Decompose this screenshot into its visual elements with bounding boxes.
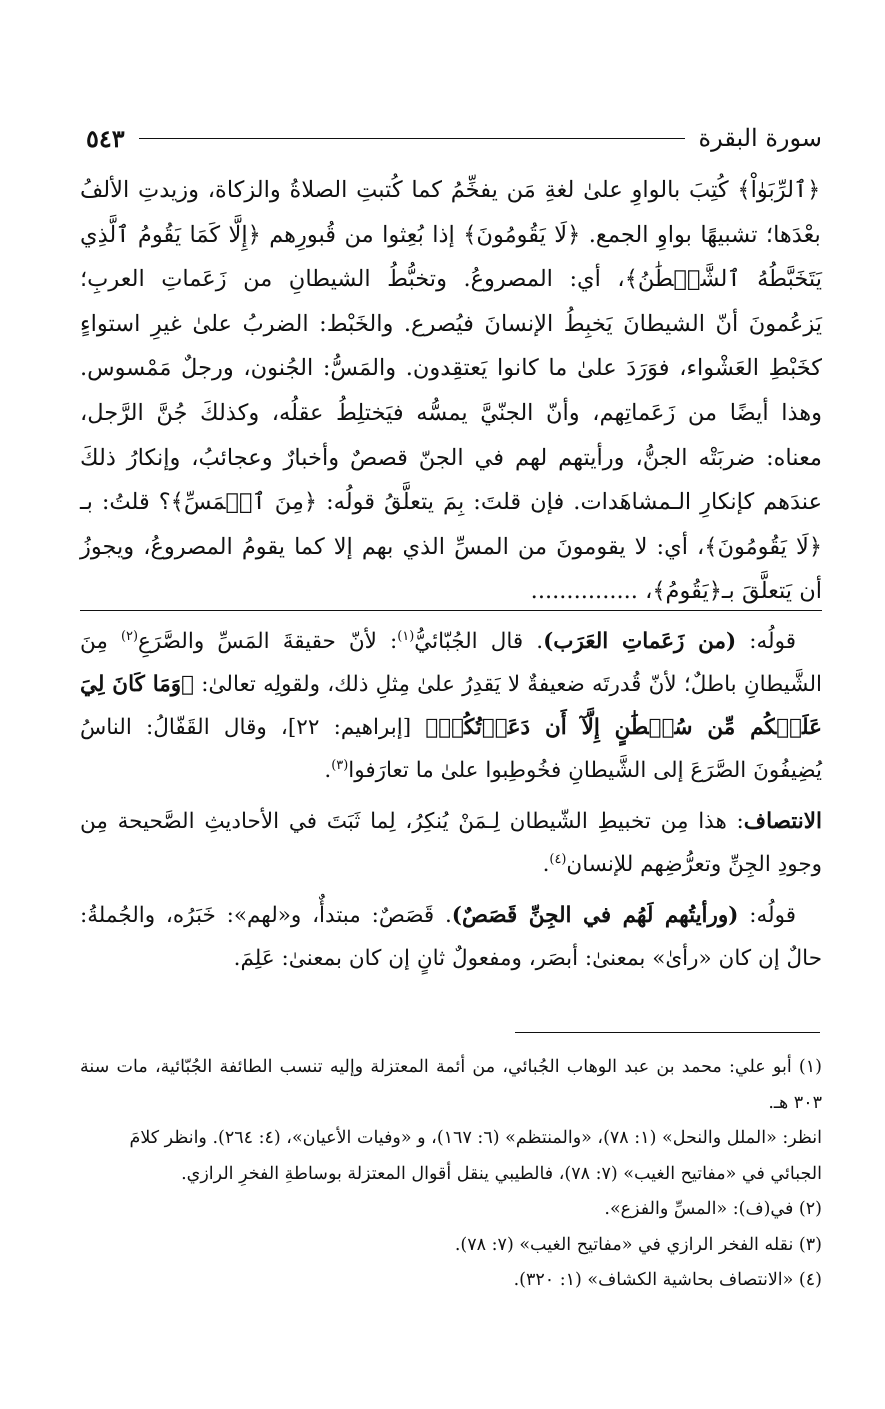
main-line: الذي بهم إلا كما يقومُ المصروعُ، ويجوزُ أن يَتعلَّقَ بـ﴿يَقُومُ﴾، ............... <box>80 533 822 605</box>
main-line: يَتَخَبَّطُهُ ٱلشَّيۡطَٰنُ﴾، أي: المصروعُ. وتخبُّطُ الشيطانِ من زَعَماتِ العربِ؛ يَزعُمونَ أنّ <box>80 266 822 337</box>
commentary-lead: قولُه: <box>736 629 796 654</box>
commentary-text: . قال الجُبّائيُّ <box>414 629 544 654</box>
commentary-paragraph <box>80 894 822 980</box>
commentary-text: [إبراهيم: ٢٢]، وقال القَفّالُ: الناسُ يُضِيفُونَ الصَّرَعَ إلى الشَّيطانِ فخُوطِبوا علىٰ ما تعارَفوا <box>80 715 822 783</box>
running-header <box>86 118 822 158</box>
main-line: بعْدَها؛ تشبيهًا بواوِ الجمع. ﴿لَا يَقُومُونَ﴾ إذا بُعِثوا من قُبورِهم ﴿إِلَّا كَمَا يَقُومُ ٱلَّذِي <box>80 221 821 248</box>
main-line: علىٰ ما كانوا يَعتقِدون. والمَسُّ: الجُنون، ورجلٌ مَمْسوس. وهذا أيضًا من زَعَماتِهم، <box>80 355 822 426</box>
commentary-paragraph <box>80 620 822 792</box>
commentary-quote: (ورأيتُهم لَهُم في الجِنِّ قَصَصٌ) <box>451 903 739 928</box>
footnote-ref: (٢) <box>120 628 138 644</box>
commentary-lead: قولُه: <box>738 903 796 928</box>
header-rule <box>139 138 685 139</box>
commentary-text: مِنَ الشَّيطانِ باطلٌ؛ لأنّ قُدرتَه ضعيفةٌ لا يَقدِرُ علىٰ مِثلِ ذلك، ولقولِه تعالىٰ: <box>80 629 822 697</box>
commentary-text: . <box>324 758 332 783</box>
commentary-paragraph <box>80 800 822 886</box>
main-line: قلتَ: بِمَ يتعلَّقُ قولُه: ﴿مِنَ ٱلۡمَسِّ﴾؟ قلتُ: بـ ﴿لَا يَقُومُونَ﴾، أي: لا يقومونَ من المسِّ <box>80 489 822 560</box>
main-line: لهم في الجنّ قصصٌ وأخبارٌ وعجائبُ، وإنكارُ ذلكَ عندَهم كإنكارِ الـمشاهَدات. فإن <box>80 444 823 516</box>
footnote-line: (٣) نقله الفخر الرازي في «مفاتيح الغيب» (٧: ٧٨). <box>454 1234 822 1255</box>
footnote-separator <box>515 1032 820 1033</box>
footnote-line: (٢) في(ف): «المسِّ والفزع». <box>604 1199 822 1219</box>
commentary-text: : هذا مِن تخبيطِ الشّيطان لِـمَنْ يُنكِرُ، لِما ثَبَتَ في الأحاديثِ الصَّحيحة مِن وجودِ الجِنِّ وتعرُّضِهم للإنسان <box>80 809 822 877</box>
page-number: ٥٤٣ <box>86 123 125 153</box>
commentary-quote: (من زَعَماتِ العَرَب) <box>543 629 737 654</box>
main-line: ﴿ٱلرِّبَوٰاْ﴾ كُتِبَ بالواوِ علىٰ لغةِ مَن يفخِّمُ كما كُتبتِ الصلاةُ والزكاة، وزيدتِ الألفُ <box>80 177 821 203</box>
surah-title: سورة البقرة <box>698 124 822 152</box>
commentary-text: : لأنّ حقيقةَ المَسِّ والصَّرَعِ <box>137 629 398 654</box>
main-text-block <box>80 168 822 614</box>
main-line: وأنّ الجنّيَّ يمسُّه فيَختلِطُ عقلُه، وكذلكَ جُنَّ الرَّجل، معناه: ضربَتْه الجنُّ، ورأيتهم <box>80 399 822 471</box>
commentary-text: . قَصَصٌ: مبتدأٌ، و«لهم»: خَبَرُه، والجُملةُ: حالٌ إن كان «رأىٰ» بمعنىٰ: أبصَر، ومفعولٌ ثانٍ إن كان بمعنىٰ: عَلِمَ. <box>80 903 822 971</box>
footnote-line: (١) أبو علي: محمد بن عبد الوهاب الجُبائي، من أئمة المعتزلة وإليه تنسب الطائفة الجُبّائية، مات سنة ٣٠٣ هـ. <box>80 1057 822 1113</box>
commentary <box>80 620 822 980</box>
commentary-text: . <box>542 852 550 877</box>
footnote-line: (٤) «الانتصاف بحاشية الكشاف» (١: ٣٢٠). <box>513 1270 822 1290</box>
footnote-ref: (١) <box>397 628 415 644</box>
text-separator <box>80 610 822 611</box>
footnote-line: انظر: «الملل والنحل» (١: ٧٨)، «والمنتظم» (٦: ١٦٧)، و «وفيات الأعيان»، (٤: ٢٦٤). وانظر كلامَ <box>129 1128 822 1148</box>
footnote-ref: (٤) <box>549 851 567 867</box>
footnote-line: الجبائي في «مفاتيح الغيب» (٧: ٧٨)، فالطيبي ينقل أقوال المعتزلة بوساطةِ الفخرِ الرازي. <box>181 1163 822 1184</box>
intisaf-label: الانتصاف <box>743 809 822 834</box>
main-line: الشيطانَ يَخبِطُ الإنسانَ فيُصرع. والخَبْط: الضربُ علىٰ غيرِ استواءٍ كخَبْطِ العَشْواء، فوَرَدَ <box>80 310 822 382</box>
quran-verse: ﴿وَمَا كَانَ لِيَ عَلَيۡكُم مِّن سُلۡطَٰنٍ إِلَّآ أَن دَعَوۡتُكُمۡ﴾ <box>80 672 822 740</box>
main-text <box>80 168 822 614</box>
footnote-ref: (٣) <box>331 757 349 773</box>
footnotes <box>80 1050 822 1299</box>
